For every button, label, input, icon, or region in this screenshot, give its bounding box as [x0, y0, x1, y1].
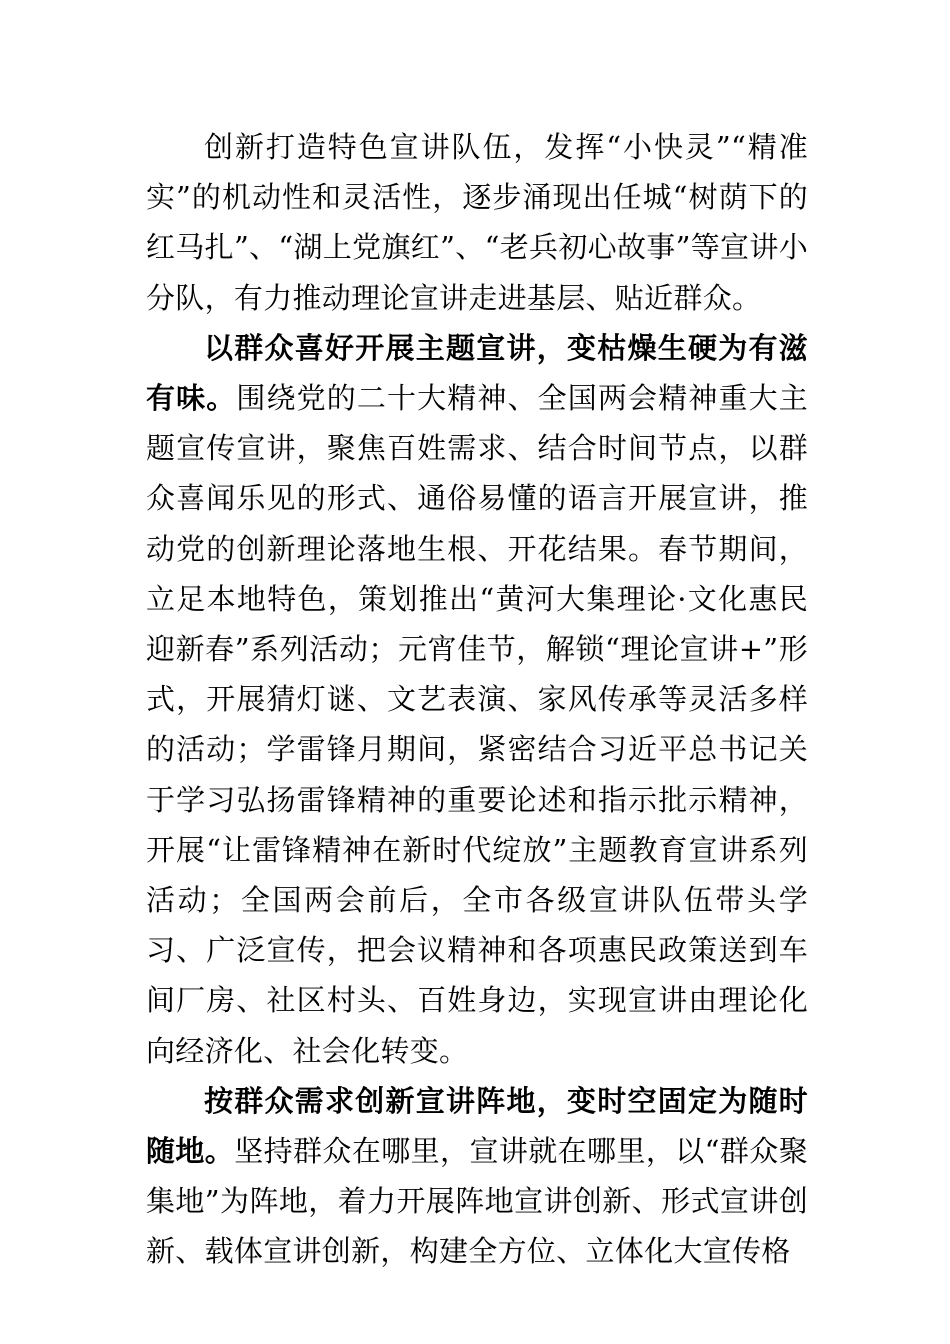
- paragraph-lead: 以群众喜好开展主题宣讲，变枯燥生硬为有滋有味。: [146, 330, 808, 416]
- document-page: [146, 122, 808, 1277]
- paragraph-body: 创新打造特色宣讲队伍，发挥“小快灵”“精准实”的机动性和灵活性，逐步涌现出任城“树荫下的红马扎”、“湖上党旗红”、“老兵初心故事”等宣讲小分队，有力推动理论宣讲走进基层、贴近群众。: [146, 130, 808, 315]
- paragraph-lead: 按群众需求创新宣讲阵地，变时空固定为随时随地。: [146, 1083, 808, 1169]
- paragraph-theme-lectures: [146, 323, 808, 1076]
- paragraph-body: 围绕党的二十大精神、全国两会精神重大主题宣传宣讲，聚焦百姓需求、结合时间节点，以群众喜闻乐见的形式、通俗易懂的语言开展宣讲，推动党的创新理论落地生根、开花结果。春节期间，立足本地特色，策划推出“黄河大集理论·文化惠民迎新春”系列活动；元宵佳节，解锁“理论宣讲+”形式，开展猜灯谜、文艺表演、家风传承等灵活多样的活动；学雷锋月期间，紧密结合习近平总书记关于学习弘扬雷锋精神的重要论述和指示批示精神，开展“让雷锋精神在新时代绽放”主题教育宣讲系列活动；全国两会前后，全市各级宣讲队伍带头学习、广泛宣传，把会议精神和各项惠民政策送到车间厂房、社区村头、百姓身边，实现宣讲由理论化向经济化、社会化转变。: [146, 381, 808, 1068]
- paragraph-lecture-venues: [146, 1076, 808, 1277]
- paragraph-team-building: [146, 122, 808, 323]
- paragraph-body: 坚持群众在哪里，宣讲就在哪里，以“群众聚集地”为阵地，着力开展阵地宣讲创新、形式宣讲创新、载体宣讲创新，构建全方位、立体化大宣传格: [146, 1134, 809, 1269]
